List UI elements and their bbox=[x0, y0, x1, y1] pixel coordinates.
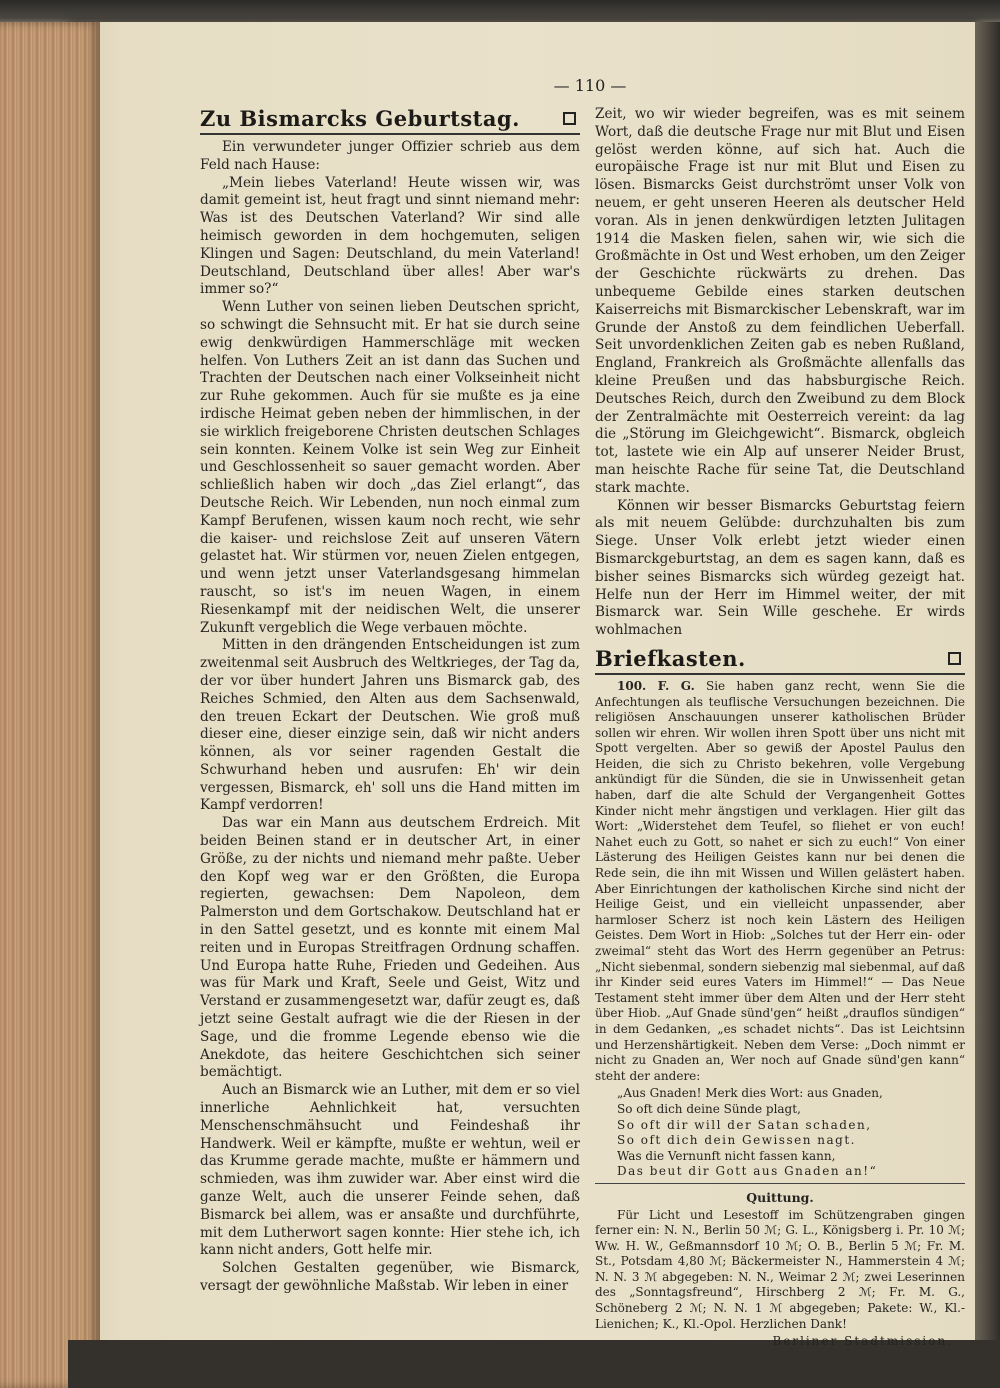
divider bbox=[595, 1183, 965, 1184]
article-paragraph: Solchen Gestalten gegenüber, wie Bismarck, versagt der gewöhnliche Maßstab. Wir leben in einer bbox=[200, 1260, 580, 1294]
article-paragraph: Können wir besser Bismarcks Geburtstag feiern als mit neuem Gelübde: durchzuhalten bis zum Siege. Unser Volk erlebt jetzt wieder einen Bismarckgeburtstag, an dem es sagen kann, daß es bisher seines Bismarcks sich würdeg gezeigt hat. Helfe nun der Herr im Himmel weiter, der mit Bismarck war. Sein Wille geschehe. Er wirds wohlmachen bbox=[595, 497, 965, 639]
quittung-signature: Berliner Stadtmission. bbox=[772, 1334, 953, 1349]
quittung-title: Quittung. bbox=[746, 1189, 814, 1205]
poem-line: Was die Vernunft nicht fassen kann, bbox=[617, 1148, 836, 1163]
article-continuation bbox=[595, 106, 965, 640]
article-paragraph: Ein verwundeter junger Offizier schrieb aus dem Feld nach Hause: bbox=[200, 139, 580, 173]
poem-line: So oft dich deine Sünde plagt, bbox=[617, 1101, 801, 1116]
poem-line: „Aus Gnaden! Merk dies Wort: aus Gnaden, bbox=[617, 1086, 883, 1101]
article-title: Zu Bismarcks Geburtstag. bbox=[200, 106, 520, 131]
briefkasten-body bbox=[595, 679, 965, 1350]
poem-line: Das beut dir Gott aus Gnaden an!“ bbox=[617, 1164, 878, 1179]
article-paragraph: Wenn Luther von seinen lieben Deutschen spricht, so schwingt die Sehnsucht mit. Er hat sie durch seine ewig denkwürdigen Hammerschläge mit wecken helfen. Von Luthers Zeit an ist dann das Suchen und Trachten der Deutschen nach einer Volkseinheit nicht zur Ruhe gekommen. Auch für sie mußte es ja eine irdische Heimat geben neben der himmlischen, in der sie wirklich freigeborene Christen deutschen Schlages sein konnten. Keinem Volke ist sein Weg zur Einheit und Geschlossenheit so sauer gemacht worden. Aber schließlich haben wir doch „das Ziel erlangt“, das Deutsche Reich. Wir Lebenden, nun noch einmal zum Kampf Berufenen, wissen kaum noch recht, wie sehr die kaiser- und reichslose Zeit auf unseren Vätern gelastet hat. Wir stürmen vor, neuen Zielen entgegen, und wenn jetzt unser Vaterlandsgesang himmelan rauscht, so ist's im neuen Wagen, in einem Riesenkampf mit der neidischen Welt, die unserer Zukunft vergeblich die Wege verbauen möchte. bbox=[200, 299, 580, 636]
article-paragraph: Zeit, wo wir wieder begreifen, was es mit seinem Wort, daß die deutsche Frage nur mit Blut und Eisen gelöst werden könne, auf sich hat. Auch die europäische Frage ist nur mit Blut und Eisen zu lösen. Bismarcks Geist durchströmt unser Volk von neuem, er geht unseren Heeren als deutscher Held voran. Als in jenen denkwürdigen letzten Julitagen 1914 die Masken fielen, sahen wir, wie sich die Großmächte in Ost und West erhoben, um den Zeiger der Geschichte rückwärts zu drehen. Das unbequeme Gebilde eines starken deutschen Kaiserreichs mit Bismarckischer Lebenskraft, war im Grunde der Anstoß zu dem feindlichen Ueberfall. Seit unvordenklichen Zeiten gab es neben Rußland, England, Frankreich als Großmächte allenfalls das kleine Preußen und das habsburgische Reich. Deutsches Reich, durch den Zweibund zu dem Block der Zentralmächte mit Oesterreich vereint: da lag die „Störung im Gleichgewicht“. Bismarck, obgleich tot, lastete wie ein Alp auf unserer Neider Brust, man heischte Rache für seine Tat, die Deutschland stark machte. bbox=[595, 106, 965, 496]
briefkasten-heading-row bbox=[595, 646, 965, 675]
letter-number: 100. F. G. bbox=[617, 678, 695, 693]
quittung-text: Für Licht und Lesestoff im Schützengraben gingen ferner ein: N. N., Berlin 50 ℳ; G. L., Königsberg i. Pr. 10 ℳ; Ww. H. W., Geßmannsdorf 10 ℳ; O. B., Berlin 5 ℳ; Fr. M. St., Potsdam 4,80 ℳ; Bäckermeister N., Hammerstein 4 ℳ; N. N. 3 ℳ abgegeben: N. N., Weimar 2 ℳ; zwei Leserinnen des „Sonntagsfreund“, Hirschberg 2 ℳ; Fr. M. G., Schöneberg 2 ℳ; N. N. 1 ℳ abgegeben; Pakete: W., Kl.-Lienichen; K., Kl.-Opol. Herzlichen Dank! bbox=[595, 1207, 965, 1331]
square-ornament-icon bbox=[948, 652, 961, 665]
poem bbox=[617, 1086, 965, 1180]
left-column bbox=[200, 106, 580, 1296]
page-number: — 110 — bbox=[553, 76, 627, 95]
article-paragraph: Auch an Bismarck wie an Luther, mit dem er so viel innerliche Aehnlichkeit hat, versuchten Menschenschmähsucht und Feindeshaß ihr Handwerk. Weil er kämpfte, mußte er wehtun, weil er das Krumme gerade machte, mußte er hämmern und schmieden, was ihm zuwider war. Aber einst wird die ganze Welt, auch die unserer Feinde sehen, daß Bismarck bei allem, was er ansaßte und durchführte, mit dem Lutherwort sagen konnte: Hier stehe ich, ich kann nicht anders, Gott helfe mir. bbox=[200, 1082, 580, 1259]
article-paragraph: Das war ein Mann aus deutschem Erdreich. Mit beiden Beinen stand er in deutscher Art, in einer Größe, zu der nichts und niemand mehr paßte. Ueber den Kopf weg war er den Größten, die Europa regierten, gewachsen: Dem Napoleon, dem Palmerston und dem Gortschakow. Deutschland hat er in den Sattel gesetzt, und es konnte mit einem Mal reiten und in Europas Streitfragen Ordnung schaffen. Und Europa hatte Ruhe, Frieden und Gedeihen. Aus was für Mark und Kraft, Seele und Geist, Witz und Verstand er zusammengesetzt war, dafür zeugt es, daß jetzt seine Gestalt aufragt wie die der Riesen in der Sage, und die fromme Legende ebenso wie die Anekdote, das heitere Geschichtchen sich seiner bemächtigt. bbox=[200, 815, 580, 1081]
briefkasten-letter bbox=[595, 679, 965, 1084]
article-paragraph: „Mein liebes Vaterland! Heute wissen wir, was damit gemeint ist, heut fragt und sinnt niemand mehr: Was ist des Deutschen Vaterland? Wir sind alle heimisch geworden in dem hochgemuten, seligen Klingen und Sagen: Deutschland, du mein Vaterland! Deutschland, Deutschland über alles! Aber war's immer so?“ bbox=[200, 174, 580, 298]
square-ornament-icon bbox=[563, 112, 576, 125]
article-heading-row bbox=[200, 106, 580, 135]
article-paragraph: Mitten in den drängenden Entscheidungen ist zum zweitenmal seit Ausbruch des Weltkrieges, der Tag da, der vor über hundert Jahren uns Bismarck gab, des Reiches Schmied, den Alten aus dem Sachsenwald, den treuen Eckart der Deutschen. Wie groß muß dieser eine, dieser einzige sein, daß wir nicht anders können, als vor seiner ragenden Gestalt die Schwurhand heben und ausrufen: Eh' wir dein vergessen, Bismarck, eh' soll uns die Hand mitten im Kampf verdorren! bbox=[200, 637, 580, 814]
poem-line: So oft dir will der Satan schaden, bbox=[617, 1117, 872, 1132]
book-page-edges bbox=[0, 22, 100, 1388]
article-body bbox=[200, 139, 580, 1296]
scan-right-shadow bbox=[975, 22, 1000, 1388]
briefkasten-title: Briefkasten. bbox=[595, 645, 746, 671]
letter-text: Sie haben ganz recht, wenn Sie die Anfechtungen als teuflische Versuchungen bezeichnen. Die religiösen Anschauungen unserer katholischen Brüder sollen wir ehren. Wir wollen ihren Spott über uns nicht mit Spott vergelten. Aber so gewiß der Apostel Paulus den Heiden, die sich zu Christo bekehren, volle Vergebung ankündigt für die Sünden, die sie in Unwissenheit getan haben, darf die alte Schuld der Vergangenheit Gottes Kinder nicht mehr ängstigen und verklagen. Hier gilt das Wort: „Widerstehet dem Teufel, so fliehet er von euch! Nahet euch zu Gott, so nahet er sich zu euch!“ Von einer Lästerung des Heiligen Geistes kann nur bei denen die Rede sein, die ihn mit Wissen und Willen gelästert haben. Aber Einrichtungen der katholischen Kirche sind nicht der Heilige Geist, und ein vielleicht unpassender, aber harmloser Scherz ist noch kein Lästern des Heiligen Geistes. Dem Wort in Hiob: „Solches tut der Herr ein- oder zweimal“ steht das Wort des Herrn gegenüber an Petrus: „Nicht siebenmal, sondern siebenzig mal siebenmal, auf daß ihr Kinder seid eures Vaters im Himmel!“ — Das Neue Testament steht immer über dem Alten und der Herr steht über Hiob. „Auf Gnade sünd'gen“ heißt „drauflos sündigen“ in dem Gedanken, „es schadet nichts“. Das ist Leichtsinn und Herzenshärtigkeit. Neben dem Verse: „Doch nimmt er nicht zu Gnaden an, Wer noch auf Gnade sünd'gen kann“ steht der andere: bbox=[595, 678, 965, 1083]
poem-line: So oft dich dein Gewissen nagt. bbox=[617, 1133, 856, 1148]
right-column bbox=[595, 106, 965, 1350]
